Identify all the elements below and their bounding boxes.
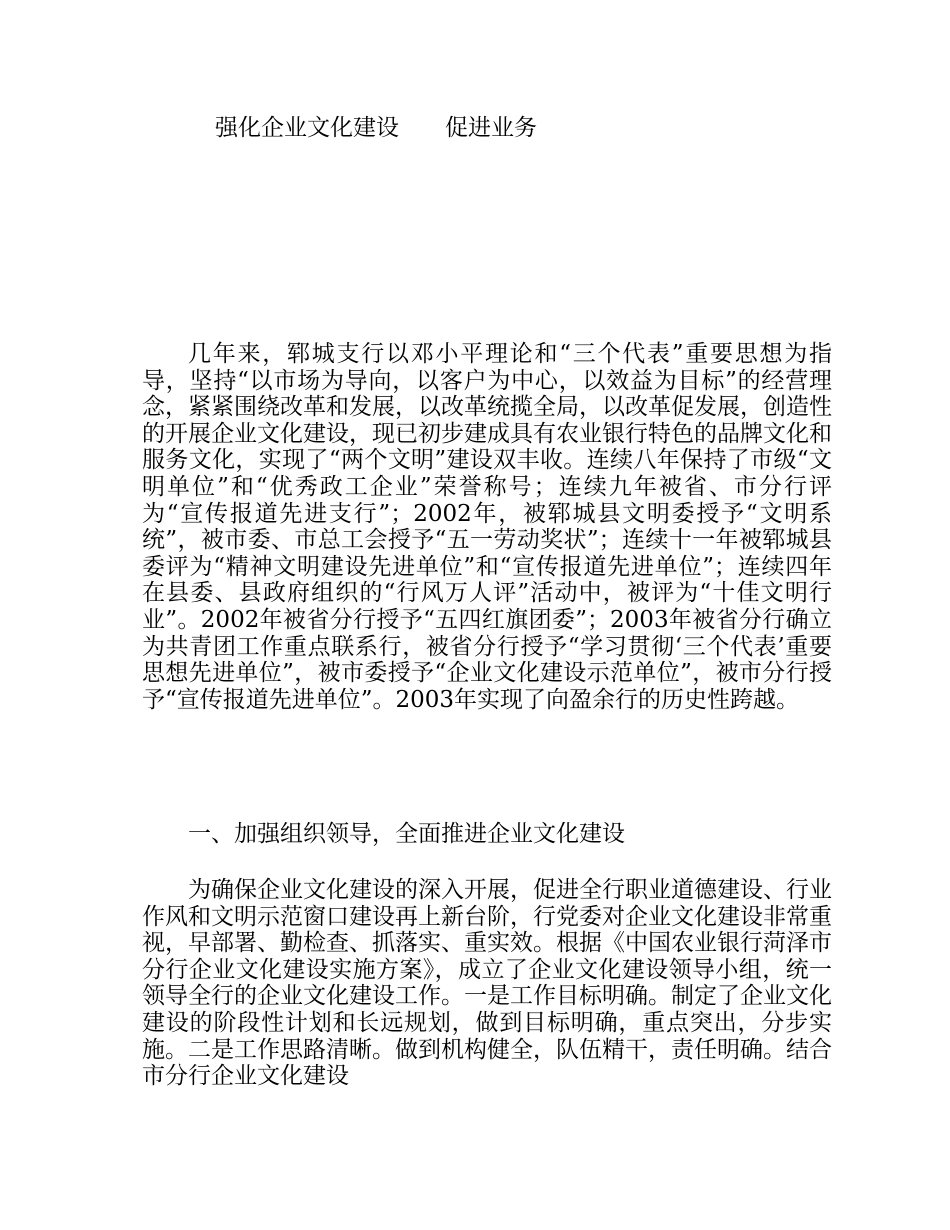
section-heading: 一、加强组织领导，全面推进企业文化建设 <box>188 821 625 847</box>
intro-paragraph: 几年来，郓城支行以邓小平理论和“三个代表”重要思想为指导，坚持“以市场为导向，以客户为中心，以效益为目标”的经营理念，紧紧围绕改革和发展，以改革统揽全局，以改革促发展，创造性的开展企业文化建设，现已初步建成具有农业银行特色的品牌文化和服务文化，实现了“两个文明”建设双丰收。连续八年保持了市级“文明单位”和“优秀政工企业”荣誉称号；连续九年被省、市分行评为“宣传报道先进支行”；2002年，被郓城县文明委授予“文明系统”，被市委、市总工会授予“五一劳动奖状”；连续十一年被郓城县委评为“精神文明建设先进单位”和“宣传报道先进单位”；连续四年在县委、县政府组织的“行风万人评”活动中，被评为“十佳文明行业”。2002年被省分行授予“五四红旗团委”；2003年被省分行确立为共青团工作重点联系行，被省分行授予“学习贯彻‘三个代表’重要思想先进单位”，被市委授予“企业文化建设示范单位”，被市分行授予“宣传报道先进单位”。2003年实现了向盈余行的历史性跨越。 <box>142 341 832 713</box>
section-paragraph: 为确保企业文化建设的深入开展，促进全行职业道德建设、行业作风和文明示范窗口建设再上新台阶，行党委对企业文化建设非常重视，早部署、勤检查、抓落实、重实效。根据《中国农业银行菏泽市分行企业文化建设实施方案》，成立了企业文化建设领导小组，统一领导全行的企业文化建设工作。一是工作目标明确。制定了企业文化建设的阶段性计划和长远规划，做到目标明确，重点突出，分步实施。二是工作思路清晰。做到机构健全，队伍精干，责任明确。结合市分行企业文化建设 <box>142 877 832 1090</box>
document-title: 强化企业文化建设 促进业务 <box>215 115 537 141</box>
